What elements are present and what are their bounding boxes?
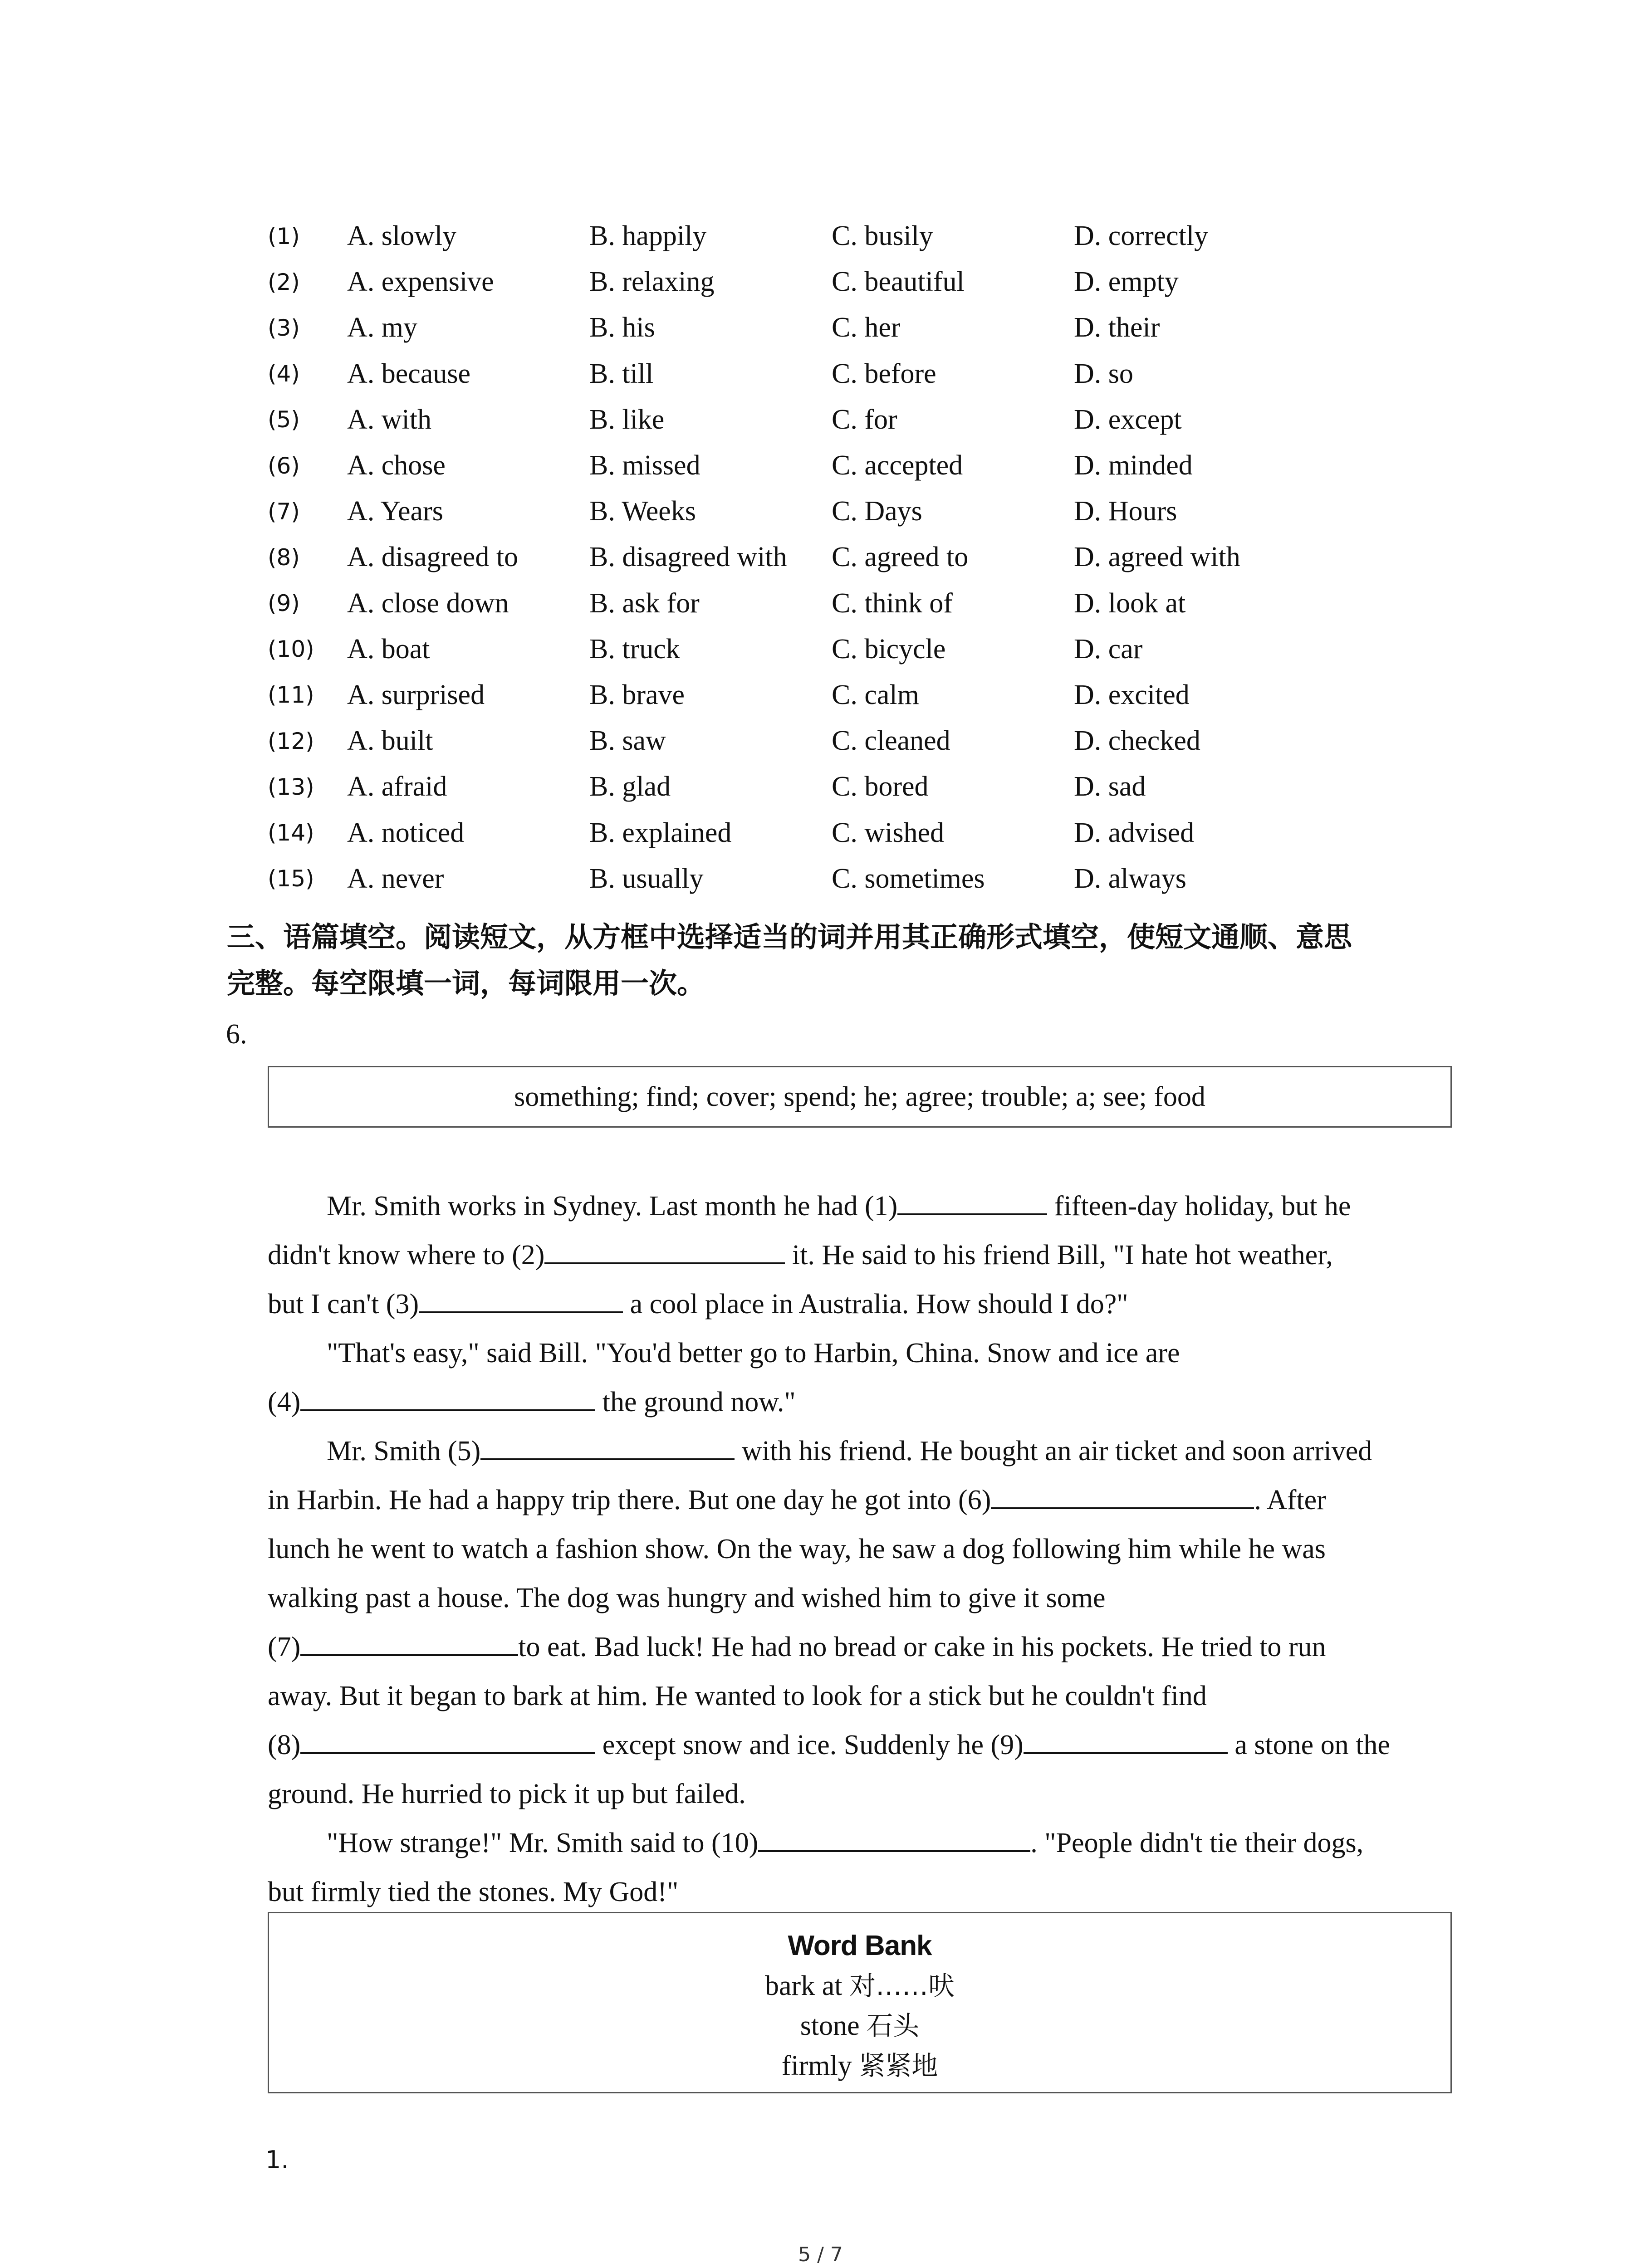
word-bank-meaning: 石头 — [867, 2010, 920, 2041]
word-bank-item — [269, 2006, 1450, 2046]
option-b: B. explained — [589, 817, 732, 848]
passage-line — [268, 1427, 1465, 1476]
passage-line — [268, 1721, 1465, 1769]
passage-text: (4) — [268, 1387, 301, 1418]
answer-blank[interactable] — [1024, 1728, 1228, 1754]
option-d: D. correctly — [1074, 220, 1209, 252]
passage-text: except snow and ice. Suddenly he (9) — [595, 1730, 1024, 1760]
word-bank-item — [269, 1966, 1450, 2006]
option-number: (10) — [268, 636, 314, 663]
passage-text: Mr. Smith (5) — [327, 1436, 481, 1466]
option-c: C. Days — [832, 496, 922, 527]
option-b: B. usually — [589, 863, 704, 894]
option-c: C. think of — [832, 587, 953, 619]
option-d: D. so — [1074, 358, 1133, 389]
passage-line — [268, 1623, 1465, 1672]
option-b: B. disagreed with — [589, 542, 787, 573]
option-row — [268, 259, 1301, 305]
option-c: C. bicycle — [832, 633, 946, 665]
passage-text: . "People didn't tie their dogs, — [1030, 1828, 1364, 1858]
option-a: A. because — [347, 358, 470, 389]
section-heading — [227, 914, 1461, 1007]
option-a: A. noticed — [347, 817, 465, 848]
option-a: A. surprised — [347, 679, 485, 710]
word-bank-term: stone — [800, 2010, 867, 2041]
option-row — [268, 810, 1301, 855]
option-b: B. ask for — [589, 587, 700, 619]
word-bank — [268, 1912, 1452, 2093]
word-bank-meaning: 紧紧地 — [859, 2050, 938, 2081]
option-number: (12) — [268, 728, 314, 754]
passage-line: away. But it began to bark at him. He wanted to look for a stick but he couldn't find — [268, 1681, 1207, 1711]
option-d: D. checked — [1074, 725, 1200, 757]
option-c: C. for — [832, 404, 897, 435]
answer-blank[interactable] — [897, 1189, 1047, 1215]
option-a: A. afraid — [347, 771, 447, 802]
option-number: (1) — [268, 223, 300, 249]
passage-text: in Harbin. He had a happy trip there. But one day he got into (6) — [268, 1485, 991, 1515]
passage-line: lunch he went to watch a fashion show. On the way, he saw a dog following him while he was — [268, 1534, 1326, 1564]
answer-blank[interactable] — [758, 1826, 1030, 1852]
answer-blank[interactable] — [419, 1287, 623, 1313]
passage-text: Mr. Smith works in Sydney. Last month he had (1) — [327, 1191, 898, 1222]
passage-text: but I can't (3) — [268, 1289, 419, 1320]
option-b: B. happily — [589, 220, 707, 252]
options-table — [268, 213, 1301, 902]
option-row — [268, 672, 1301, 718]
option-a: A. my — [347, 312, 417, 343]
word-bank-term: firmly — [781, 2050, 859, 2081]
option-a: A. chose — [347, 450, 446, 481]
option-d: D. agreed with — [1074, 542, 1240, 573]
option-a: A. disagreed to — [347, 542, 519, 573]
option-number: (5) — [268, 406, 300, 433]
option-number: (4) — [268, 361, 300, 387]
option-number: (3) — [268, 314, 300, 341]
passage-text: "How strange!" Mr. Smith said to (10) — [327, 1828, 759, 1858]
passage-line — [268, 1476, 1465, 1525]
option-row — [268, 581, 1301, 626]
passage-line — [268, 1231, 1465, 1280]
section-heading-line: 完整。每空限填一词，每词限用一次。 — [227, 967, 705, 1000]
passage-text: with his friend. He bought an air ticket and soon arrived — [735, 1436, 1372, 1466]
word-box-text: something; find; cover; spend; he; agree; trouble; a; see; food — [514, 1081, 1205, 1112]
word-bank-meaning: 对……吠 — [849, 1970, 955, 2001]
word-bank-item — [269, 2046, 1450, 2086]
option-c: C. sometimes — [832, 863, 985, 894]
option-c: C. beautiful — [832, 266, 965, 298]
passage-line — [268, 1818, 1465, 1867]
option-b: B. relaxing — [589, 266, 715, 298]
option-number: (15) — [268, 865, 314, 892]
option-row — [268, 351, 1301, 397]
question-number: 6. — [226, 1019, 247, 1050]
sub-question-number: 1. — [265, 2146, 289, 2174]
option-d: D. except — [1074, 404, 1182, 435]
option-b: B. saw — [589, 725, 666, 757]
option-d: D. Hours — [1074, 496, 1177, 527]
option-b: B. brave — [589, 679, 685, 710]
word-bank-term: bark at — [765, 1970, 849, 2001]
option-row — [268, 489, 1301, 534]
option-number: (11) — [268, 682, 314, 709]
option-number: (8) — [268, 544, 300, 571]
passage-text: fifteen-day holiday, but he — [1047, 1191, 1351, 1222]
option-number: (13) — [268, 773, 314, 800]
passage-line: ground. He hurried to pick it up but failed. — [268, 1779, 746, 1809]
answer-blank[interactable] — [991, 1483, 1254, 1509]
option-d: D. empty — [1074, 266, 1179, 298]
option-c: C. cleaned — [832, 725, 950, 757]
passage-line — [268, 1182, 1465, 1231]
answer-blank[interactable] — [544, 1238, 785, 1264]
passage-line — [268, 1280, 1465, 1329]
passage-text: a cool place in Australia. How should I do?" — [623, 1289, 1128, 1320]
option-d: D. advised — [1074, 817, 1195, 848]
option-b: B. his — [589, 312, 655, 343]
option-c: C. her — [832, 312, 901, 343]
option-b: B. missed — [589, 450, 700, 481]
option-c: C. busily — [832, 220, 933, 252]
answer-blank[interactable] — [480, 1434, 735, 1460]
option-a: A. boat — [347, 633, 430, 665]
option-number: (7) — [268, 498, 300, 525]
option-number: (2) — [268, 269, 300, 295]
option-b: B. glad — [589, 771, 671, 802]
option-row — [268, 534, 1301, 580]
option-c: C. wished — [832, 817, 944, 848]
option-c: C. calm — [832, 679, 919, 710]
answer-blank[interactable] — [300, 1630, 518, 1656]
option-c: C. accepted — [832, 450, 963, 481]
option-c: C. agreed to — [832, 542, 969, 573]
passage-line: "That's easy," said Bill. "You'd better go to Harbin, China. Snow and ice are — [327, 1338, 1180, 1369]
option-d: D. minded — [1074, 450, 1193, 481]
option-b: B. truck — [589, 633, 680, 665]
option-d: D. always — [1074, 863, 1186, 894]
answer-blank[interactable] — [300, 1385, 595, 1411]
option-c: C. before — [832, 358, 936, 389]
option-number: (6) — [268, 452, 300, 479]
option-row — [268, 856, 1301, 902]
passage-text: a stone on the — [1227, 1730, 1390, 1760]
option-a: A. slowly — [347, 220, 457, 252]
option-row — [268, 397, 1301, 443]
option-a: A. expensive — [347, 266, 494, 298]
option-a: A. never — [347, 863, 444, 894]
passage-text: the ground now." — [595, 1387, 796, 1418]
page-number: 5 / 7 — [798, 2243, 843, 2266]
option-d: D. look at — [1074, 587, 1186, 619]
option-d: D. sad — [1074, 771, 1146, 802]
word-box — [268, 1066, 1452, 1128]
passage-line: but firmly tied the stones. My God!" — [268, 1877, 679, 1907]
option-row — [268, 443, 1301, 489]
passage-line: walking past a house. The dog was hungry and wished him to give it some — [268, 1583, 1106, 1613]
option-d: D. excited — [1074, 679, 1190, 710]
passage-text: to eat. Bad luck! He had no bread or cake in his pockets. He tried to run — [518, 1632, 1326, 1662]
option-a: A. built — [347, 725, 433, 757]
option-number: (14) — [268, 820, 314, 846]
answer-blank[interactable] — [300, 1728, 595, 1754]
option-a: A. Years — [347, 496, 443, 527]
passage-text: didn't know where to (2) — [268, 1240, 545, 1271]
option-c: C. bored — [832, 771, 929, 802]
passage-text: . After — [1254, 1485, 1326, 1515]
passage-line — [268, 1378, 1465, 1427]
passage-text: (8) — [268, 1730, 301, 1760]
passage-text: it. He said to his friend Bill, "I hate hot weather, — [785, 1240, 1333, 1271]
option-number: (9) — [268, 590, 300, 617]
word-bank-title: Word Bank — [788, 1930, 932, 1961]
option-d: D. car — [1074, 633, 1143, 665]
option-a: A. close down — [347, 587, 509, 619]
option-b: B. like — [589, 404, 665, 435]
option-row — [268, 213, 1301, 259]
passage-text: (7) — [268, 1632, 301, 1662]
section-heading-line: 三、语篇填空。阅读短文，从方框中选择适当的词并用其正确形式填空，使短文通顺、意思 — [227, 920, 1352, 953]
option-a: A. with — [347, 404, 431, 435]
option-row — [268, 764, 1301, 810]
option-row — [268, 626, 1301, 672]
option-d: D. their — [1074, 312, 1160, 343]
passage — [268, 1182, 1465, 1916]
option-b: B. Weeks — [589, 496, 696, 527]
option-row — [268, 305, 1301, 351]
option-b: B. till — [589, 358, 654, 389]
option-row — [268, 718, 1301, 764]
